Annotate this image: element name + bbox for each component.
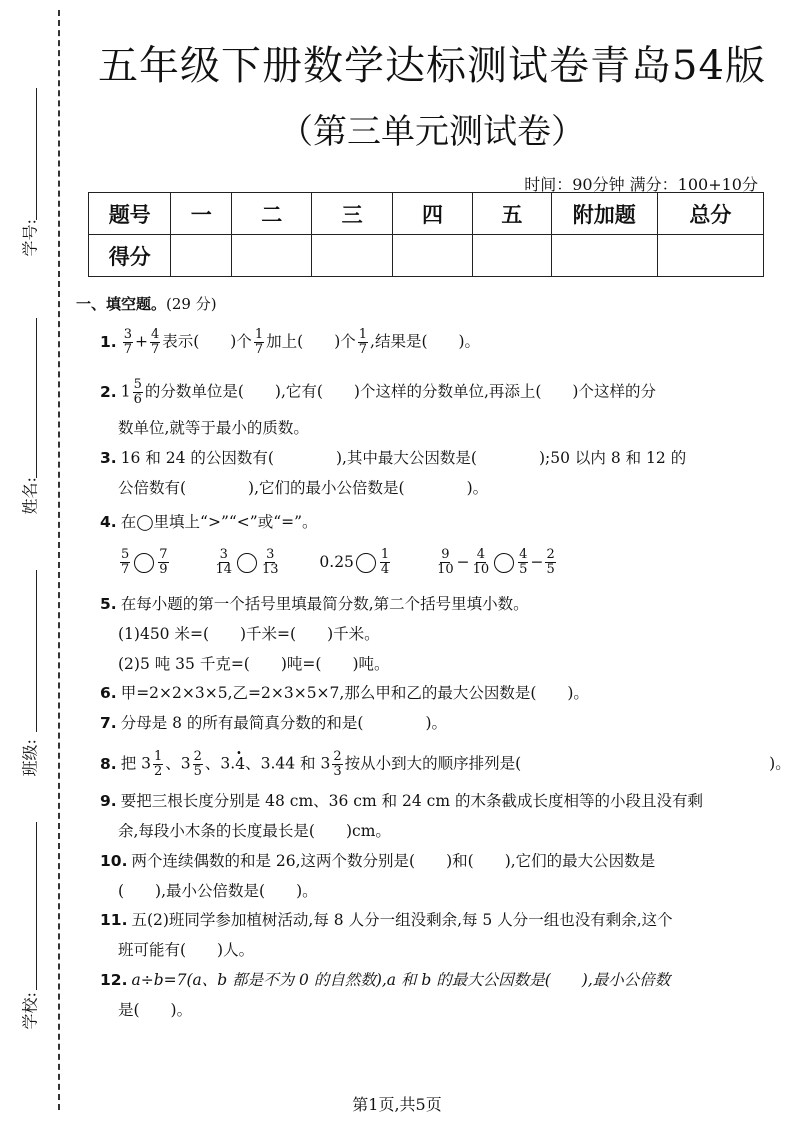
fraction: $\frac{1}{2}$ xyxy=(153,749,163,779)
score-cell: 一 xyxy=(171,193,232,235)
comparison-a: $\frac{5}{7}$ $\frac{7}{9}$ xyxy=(121,547,168,577)
question-text: 按从小到大的顺序排列是( )。 xyxy=(344,754,791,773)
comparison-c: 0.25 $\frac{1}{4}$ xyxy=(319,547,390,577)
score-table-score-row xyxy=(89,235,764,277)
question-number: 7. xyxy=(100,714,117,732)
question-number: 11. xyxy=(100,911,128,929)
question-3-cont: 公倍数有( ),它们的最小公倍数是( )。 xyxy=(118,479,489,497)
score-table-header-row xyxy=(89,193,764,235)
question-9 xyxy=(100,791,703,811)
question-8 xyxy=(100,750,791,779)
question-5 xyxy=(100,594,529,614)
question-text: 的分数单位是( ),它有( )个这样的分数单位,再添上( )个这样的分 xyxy=(144,382,656,401)
fraction: $\frac{3}{7}$ xyxy=(123,327,132,357)
fraction: $\frac{1}{7}$ xyxy=(358,327,368,357)
compare-circle[interactable] xyxy=(237,553,257,573)
score-cell: 题号 xyxy=(89,193,171,235)
question-text: 、3.44 和 3 xyxy=(245,754,331,773)
fraction: $\frac{5}{6}$ xyxy=(133,377,142,407)
score-cell: 四 xyxy=(392,193,472,235)
question-5-sub1: (1)450 米=( )千米=( )千米。 xyxy=(118,625,380,643)
comparison-row xyxy=(118,548,558,577)
name-label: 姓名: xyxy=(20,477,40,515)
class-line xyxy=(36,570,37,732)
question-text: 16 和 24 的公因数有( ),其中最大公因数是( );50 以内 8 和 12 的 xyxy=(120,449,687,467)
fraction: $\frac{2}{5}$ xyxy=(193,749,202,779)
question-5-sub2: (2)5 吨 35 千克=( )吨=( )吨。 xyxy=(118,655,390,673)
student-id-label: 学号: xyxy=(20,219,40,257)
score-input-cell[interactable] xyxy=(312,235,392,277)
class-label: 班级: xyxy=(20,739,40,777)
school-label: 学校: xyxy=(20,992,40,1030)
question-text: 、3. xyxy=(204,754,236,773)
page-title: 五年级下册数学达标测试卷青岛54版 xyxy=(98,43,766,89)
question-number: 4. xyxy=(100,513,117,531)
question-2 xyxy=(100,378,656,407)
compare-circle[interactable] xyxy=(356,553,376,573)
fraction: $\frac{2}{3}$ xyxy=(333,749,342,779)
question-9-cont: 余,每段小木条的长度最长是( )cm。 xyxy=(118,822,391,840)
page-subtitle: （第三单元测试卷） xyxy=(279,112,585,152)
compare-circle[interactable] xyxy=(494,553,514,573)
question-text: ,结果是( )。 xyxy=(370,332,481,351)
question-text: 要把三根长度分别是 48 cm、36 cm 和 24 cm 的木条截成长度相等的小段且没有剩 xyxy=(120,792,703,810)
question-text: 在每小题的第一个括号里填最简分数,第二个括号里填小数。 xyxy=(120,595,529,613)
question-12 xyxy=(100,970,670,990)
question-2-cont: 数单位,就等于最小的质数。 xyxy=(118,419,309,437)
repeating-digit: · 4 xyxy=(235,755,245,773)
name-line xyxy=(36,318,37,478)
score-input-cell[interactable] xyxy=(551,235,657,277)
section-title-text: 一、填空题。 xyxy=(76,295,167,313)
page-footer: 第1页,共5页 xyxy=(352,1095,442,1114)
question-number: 12. xyxy=(100,971,128,989)
question-text: 分母是 8 的所有最简真分数的和是( )。 xyxy=(120,714,447,732)
question-4 xyxy=(100,512,318,532)
question-10-cont: ( ),最小公倍数是( )。 xyxy=(118,882,318,900)
question-text: 、3 xyxy=(165,754,191,773)
question-number: 5. xyxy=(100,595,117,613)
question-text: a÷b=7(a、b 都是不为 0 的自然数),a 和 b 的最大公因数是( ),最小公倍数 xyxy=(131,971,671,989)
question-12-cont: 是( )。 xyxy=(118,1001,193,1019)
section-points: (29 分) xyxy=(166,295,217,313)
fraction: $\frac{1}{7}$ xyxy=(254,327,264,357)
question-number: 2. xyxy=(100,382,117,401)
score-cell: 附加题 xyxy=(551,193,657,235)
section-title xyxy=(76,293,217,314)
score-input-cell[interactable] xyxy=(392,235,472,277)
score-table xyxy=(88,192,764,277)
question-text: 把 3 xyxy=(120,754,151,773)
question-11-cont: 班可能有( )人。 xyxy=(118,941,255,959)
question-text: 甲=2×2×3×5,乙=2×3×5×7,那么甲和乙的最大公因数是( )。 xyxy=(120,684,589,702)
mixed-whole: 1 xyxy=(120,382,131,401)
school-line xyxy=(36,822,37,990)
score-cell: 三 xyxy=(312,193,392,235)
question-10 xyxy=(100,851,655,871)
question-number: 9. xyxy=(100,792,117,810)
score-input-cell[interactable] xyxy=(657,235,763,277)
comparison-b: $\frac{3}{14}$ $\frac{3}{13}$ xyxy=(215,547,279,577)
student-id-line xyxy=(36,88,37,220)
score-cell: 总分 xyxy=(657,193,763,235)
question-number: 10. xyxy=(100,852,128,870)
question-number: 8. xyxy=(100,754,117,773)
question-text: 两个连续偶数的和是 26,这两个数分别是( )和( ),它们的最大公因数是 xyxy=(131,852,656,870)
question-11 xyxy=(100,910,673,930)
question-text: 加上( )个 xyxy=(266,332,356,351)
question-text: 表示( )个 xyxy=(162,332,252,351)
score-cell: 二 xyxy=(232,193,312,235)
score-input-cell[interactable] xyxy=(232,235,312,277)
score-input-cell[interactable] xyxy=(171,235,232,277)
question-number: 1. xyxy=(100,332,117,351)
question-text: 五(2)班同学参加植树活动,每 8 人分一组没剩余,每 5 人分一组也没有剩余,这个 xyxy=(131,911,673,929)
score-input-cell[interactable] xyxy=(473,235,551,277)
score-row-label: 得分 xyxy=(89,235,171,277)
fraction: $\frac{4}{7}$ xyxy=(150,327,160,357)
comparison-d: $\frac{9}{10}$ − $\frac{4}{10}$ $\frac{4}{5}$ − $\frac{2}{5}$ xyxy=(437,547,555,577)
question-1 xyxy=(100,328,480,357)
binding-dotted-line xyxy=(58,10,60,1110)
exam-meta: 时间：90分钟 满分：100+10分 xyxy=(524,175,758,194)
question-7 xyxy=(100,713,447,733)
operator: + xyxy=(134,332,148,351)
score-cell: 五 xyxy=(473,193,551,235)
compare-circle[interactable] xyxy=(134,553,154,573)
question-number: 6. xyxy=(100,684,117,702)
question-6 xyxy=(100,683,589,703)
question-text: 在◯里填上“>”“<”或“=”。 xyxy=(120,513,318,531)
question-3 xyxy=(100,448,686,468)
question-number: 3. xyxy=(100,449,117,467)
